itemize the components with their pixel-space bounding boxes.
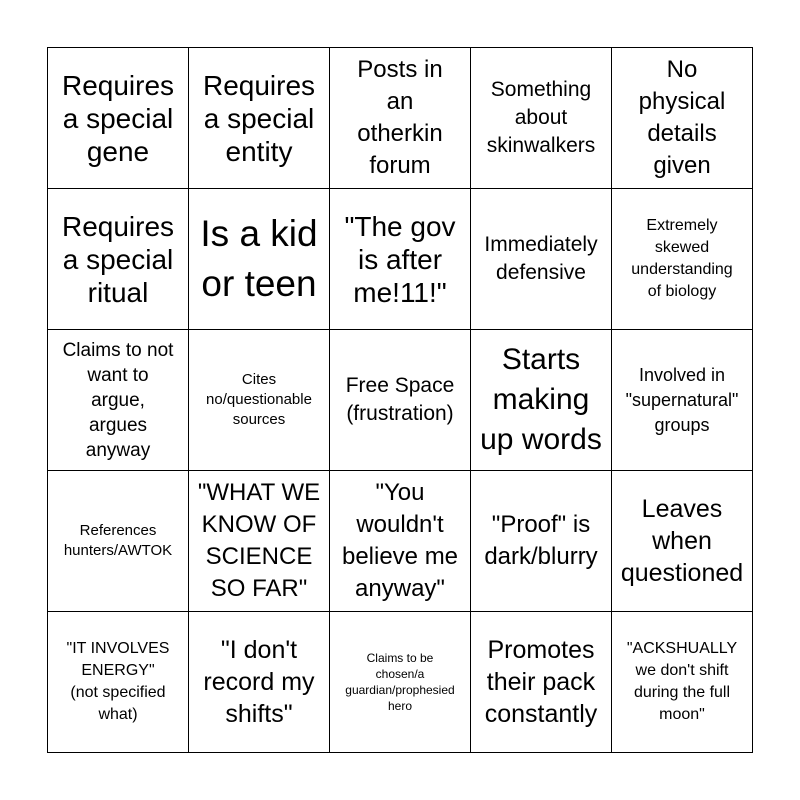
bingo-cell-r5-c2[interactable] [189, 612, 330, 753]
cell-text: Posts in an otherkin forum [357, 56, 443, 179]
bingo-cell-r4-c5[interactable] [612, 471, 753, 612]
bingo-cell-r1-c5[interactable] [612, 48, 753, 189]
bingo-cell-r1-c1[interactable] [48, 48, 189, 189]
cell-text: Requires a special gene [61, 69, 175, 167]
cell-text: "Proof" is dark/blurry [484, 511, 598, 570]
cell-text: Is a kid or teen [200, 213, 318, 304]
cell-text: Immediately defensive [484, 233, 598, 284]
bingo-cell-r4-c3[interactable] [330, 471, 471, 612]
bingo-cell-r2-c5[interactable] [612, 189, 753, 330]
bingo-cell-r3-c5[interactable] [612, 330, 753, 471]
bingo-cell-r4-c2[interactable] [189, 471, 330, 612]
bingo-cell-r5-c3[interactable] [330, 612, 471, 753]
bingo-cell-r2-c4[interactable] [471, 189, 612, 330]
bingo-cell-r3-c2[interactable] [189, 330, 330, 471]
bingo-cell-r3-c1[interactable] [48, 330, 189, 471]
bingo-cell-r5-c5[interactable] [612, 612, 753, 753]
bingo-cell-r2-c1[interactable] [48, 189, 189, 330]
cell-text: Involved in "supernatural" groups [625, 364, 739, 435]
cell-text: Promotes their pack constantly [484, 636, 598, 728]
bingo-cell-r5-c4[interactable] [471, 612, 612, 753]
cell-text: Cites no/questionable sources [206, 371, 312, 428]
cell-text: Starts making up words [480, 343, 602, 456]
cell-text: References hunters/AWTOK [63, 522, 173, 559]
cell-text: Something about skinwalkers [486, 78, 596, 157]
bingo-cell-r1-c3[interactable] [330, 48, 471, 189]
cell-text: "ACKSHUALLY we don't shift during the full moon" [626, 640, 738, 723]
cell-text: Free Space (frustration) [345, 374, 455, 425]
cell-text: "I don't record my shifts" [203, 636, 315, 728]
cell-text: "You wouldn't believe me anyway" [341, 479, 459, 602]
bingo-cell-r5-c1[interactable] [48, 612, 189, 753]
cell-text: "WHAT WE KNOW OF SCIENCE SO FAR" [197, 479, 321, 602]
cell-text: Extremely skewed understanding of biology [631, 217, 733, 300]
cell-text: "IT INVOLVES ENERGY" (not specified what) [66, 640, 170, 723]
bingo-cell-r2-c2[interactable] [189, 189, 330, 330]
bingo-cell-r1-c4[interactable] [471, 48, 612, 189]
bingo-cell-r4-c1[interactable] [48, 471, 189, 612]
cell-text: Claims to not want to argue, argues anyway [62, 339, 174, 461]
bingo-cell-r2-c3[interactable] [330, 189, 471, 330]
bingo-cell-r4-c4[interactable] [471, 471, 612, 612]
cell-text: "The gov is after me!11!" [344, 210, 456, 308]
cell-text: No physical details given [638, 56, 726, 179]
cell-text: Requires a special entity [202, 69, 316, 167]
bingo-cell-r1-c2[interactable] [189, 48, 330, 189]
cell-text: Leaves when questioned [620, 495, 744, 587]
bingo-cell-r3-c4[interactable] [471, 330, 612, 471]
bingo-board [47, 47, 753, 753]
cell-text: Claims to be chosen/a guardian/prophesied hero [345, 651, 455, 713]
cell-text: Requires a special ritual [61, 210, 175, 308]
bingo-cell-r3-c3[interactable] [330, 330, 471, 471]
